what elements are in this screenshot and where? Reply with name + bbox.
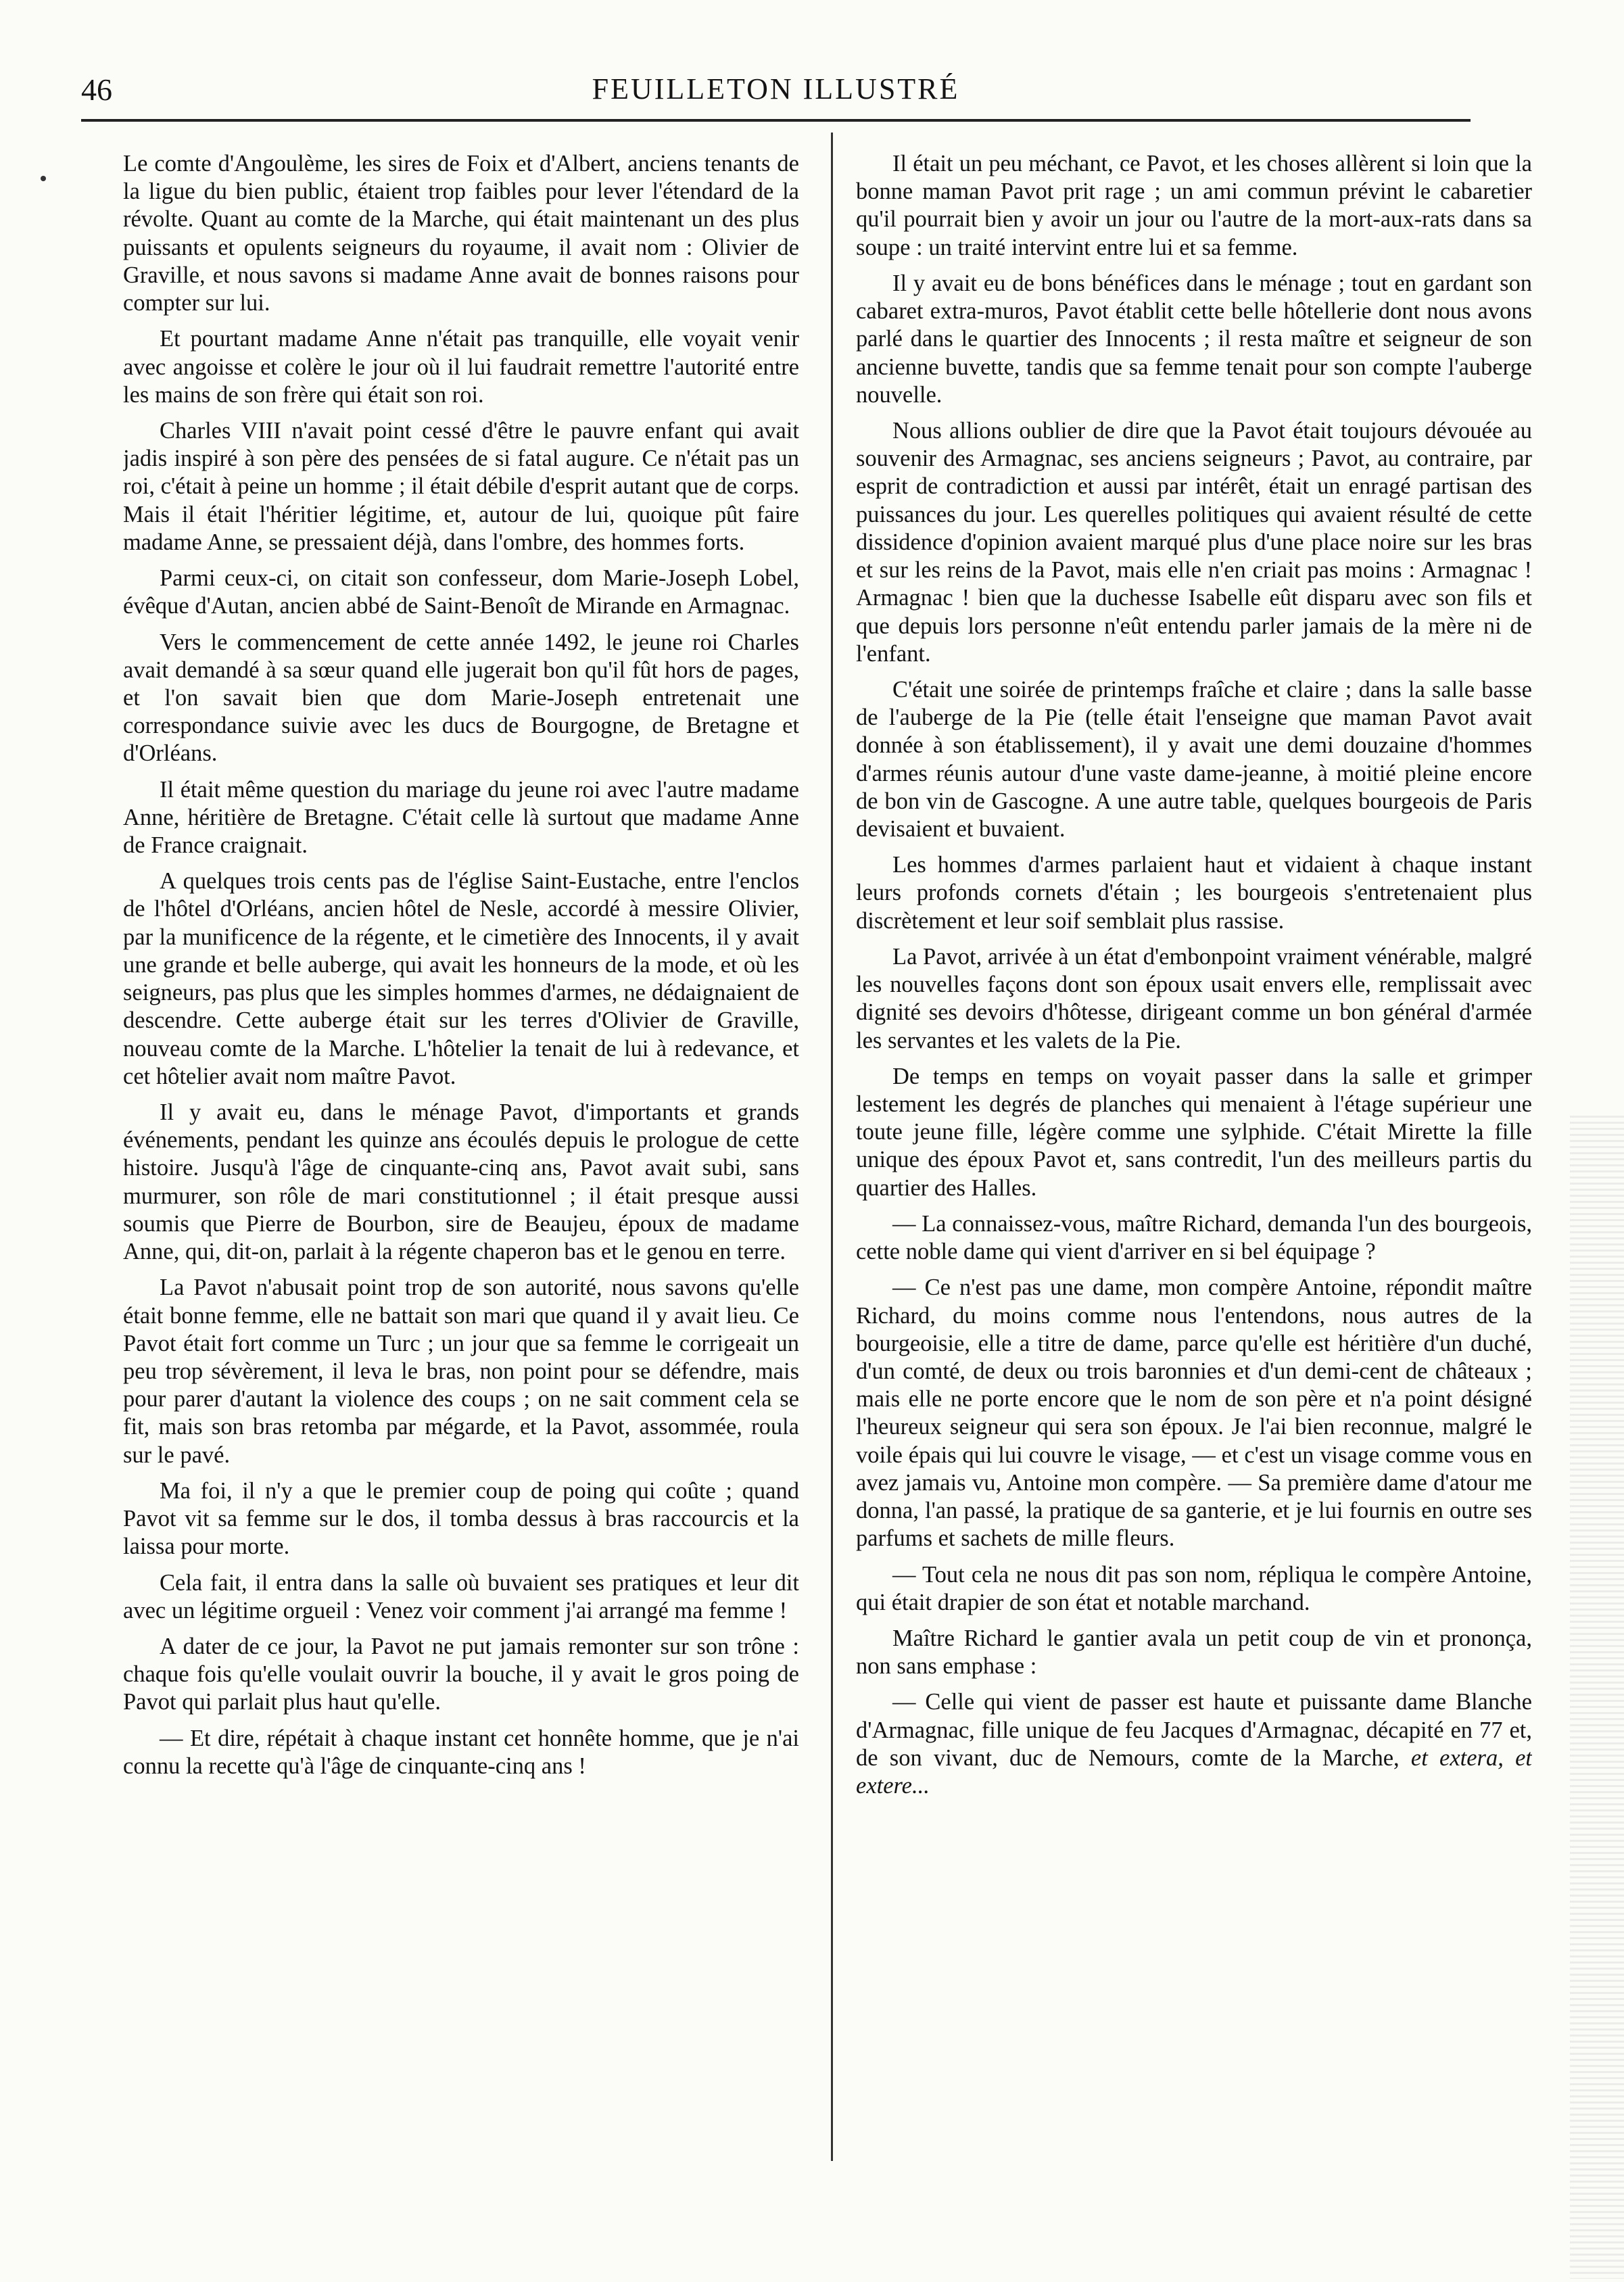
page-header <box>81 62 1471 116</box>
paragraph: Cela fait, il entra dans la salle où buvaient ses pratiques et leur dit avec un légitime orgueil : Venez voir comment j'ai arrangé ma femme ! <box>123 1569 799 1623</box>
paragraph: Les hommes d'armes parlaient haut et vidaient à chaque instant leurs profonds cornets d'étain ; les bourgeois s'entretenaient plus discrètement et leur soif semblait plus rassise. <box>856 852 1532 934</box>
paragraph: Il était même question du mariage du jeune roi avec l'autre madame Anne, héritière de Bretagne. C'était celle là surtout que madame Anne de France craignait. <box>123 776 799 859</box>
paragraph: Il était un peu méchant, ce Pavot, et les choses allèrent si loin que la bonne maman Pavot prit rage ; un ami commun prévint le cabaretier qu'il pourrait bien y avoir un jour ou l'autre de la mort-aux-rats dans sa soupe : un traité intervint entre lui et sa femme. <box>856 151 1532 260</box>
margin-mark <box>41 176 46 181</box>
paragraph: A dater de ce jour, la Pavot ne put jamais remonter sur son trône : chaque fois qu'elle voulait ouvrir la bouche, il y avait le gros poing de Pavot qui parlait plus haut qu'elle. <box>123 1633 799 1715</box>
paragraph: Parmi ceux-ci, on citait son confesseur, dom Marie-Joseph Lobel, évêque d'Autan, ancien abbé de Saint-Benoît de Mirande en Armagnac. <box>123 565 799 619</box>
paragraph-text: — Celle qui vient de passer est haute et puissante dame Blanche d'Armagnac, fille unique de feu Jacques d'Armagnac, décapité en 77 et, de son vivant, duc de Nemours, comte de la Marche, <box>856 1689 1532 1771</box>
paragraph: C'était une soirée de printemps fraîche et claire ; dans la salle basse de l'auberge de la Pie (telle était l'enseigne que maman Pavot avait donnée à son établissement), il y avait une demi douzaine d'hommes d'armes réunis autour d'une vaste dame-jeanne, à moitié pleine encore de bon vin de Gascogne. A une autre table, quelques bourgeois de Paris devisaient et buvaient. <box>856 676 1532 842</box>
left-column <box>123 150 799 2172</box>
paragraph: La Pavot, arrivée à un état d'embonpoint vraiment vénérable, malgré les nouvelles façons dont son époux usait envers elle, remplissait avec dignité ses devoirs d'hôtesse, dirigeant comme un bon général d'armée les servantes et les valets de la Pie. <box>856 943 1532 1053</box>
paragraph: Ma foi, il n'y a que le premier coup de poing qui coûte ; quand Pavot vit sa femme sur le dos, il tomba dessus à bras raccourcis et la laissa pour morte. <box>123 1477 799 1560</box>
paragraph: Et pourtant madame Anne n'était pas tranquille, elle voyait venir avec angoisse et colère le jour où il lui faudrait remettre l'autorité entre les mains de son frère qui était son roi. <box>123 326 799 408</box>
paragraph: — La connaissez-vous, maître Richard, demanda l'un des bourgeois, cette noble dame qui vient d'arriver en si bel équipage ? <box>856 1210 1532 1265</box>
paragraph <box>856 1688 1532 1800</box>
paragraph: — Tout cela ne nous dit pas son nom, répliqua le compère Antoine, qui était drapier de son état et notable marchand. <box>856 1561 1532 1615</box>
column-divider <box>831 133 833 2161</box>
paragraph: A quelques trois cents pas de l'église Saint-Eustache, entre l'enclos de l'hôtel d'Orléans, ancien hôtel de Nesle, accordé à messire Olivier, par la munificence de la régente, et le cimetière des Innocents, il y avait une grande et belle auberge, qui avait les honneurs de la mode, et où les seigneurs, pas plus que les simples hommes d'armes, ne dédaignaient de descendre. Cette auberge était sur les terres d'Olivier de Graville, nouveau comte de la Marche. L'hôtelier la tenait de lui à redevance, et cet hôtelier avait nom maître Pavot. <box>123 868 799 1089</box>
italic-tail: et extera, et extere... <box>856 1744 1532 1799</box>
paragraph: — Ce n'est pas une dame, mon compère Antoine, répondit maître Richard, du moins comme nous l'entendons, nous autres de la bourgeoisie, elle a titre de dame, parce qu'elle est héritière d'un duché, d'un comté, de deux ou trois baronnies et d'un demi-cent de châteaux ; mais elle ne porte encore que le nom de son père et n'a point désigné l'heureux seigneur qui sera son époux. Je l'ai bien reconnue, malgré le voile épais qui lui couvre le visage, — et c'est un visage comme vous en avez jamais vu, Antoine mon compère. — Sa première dame d'atour me donna, l'an passé, la pratique de sa ganterie, et je lui fournis en outre ses parfums et sachets de mille fleurs. <box>856 1275 1532 1552</box>
right-column <box>856 150 1532 2172</box>
scan-edge-noise <box>1570 1116 1624 2279</box>
paragraph: De temps en temps on voyait passer dans la salle et grimper lestement les degrés de planches qui menaient à l'étage supérieur une toute jeune fille, légère comme une sylphide. C'était Mirette la fille unique des époux Pavot et, sans contredit, l'un des meilleurs partis du quartier des Halles. <box>856 1063 1532 1201</box>
paragraph: Il y avait eu, dans le ménage Pavot, d'importants et grands événements, pendant les quinze ans écoulés depuis le prologue de cette histoire. Jusqu'à l'âge de cinquante-cinq ans, Pavot avait subi, sans murmurer, son rôle de mari constitutionnel ; il était presque aussi soumis que Pierre de Bourbon, sire de Beaujeu, époux de madame Anne, qui, dit-on, parlait à la régente chaperon bas et le genou en terre. <box>123 1099 799 1265</box>
paragraph: La Pavot n'abusait point trop de son autorité, nous savons qu'elle était bonne femme, elle ne battait son mari que quand il y avait lieu. Ce Pavot était fort comme un Turc ; un jour que sa femme le corrigeait un peu trop sévèrement, il leva le bras, non point pour se défendre, mais pour parer d'autant la violence des coups ; on ne sait comment cela se fit, mais son bras retomba par mégarde, et la Pavot, assommée, roula sur le pavé. <box>123 1275 799 1468</box>
paragraph: Maître Richard le gantier avala un petit coup de vin et prononça, non sans emphase : <box>856 1625 1532 1680</box>
paragraph: Vers le commencement de cette année 1492, le jeune roi Charles avait demandé à sa sœur quand elle jugerait bon qu'il fût hors de pages, et l'on savait bien que dom Marie-Joseph entretenait une correspondance suivie avec les ducs de Bourgogne, de Bretagne et d'Orléans. <box>123 629 799 767</box>
paragraph: — Et dire, répétait à chaque instant cet honnête homme, que je n'ai connu la recette qu'à l'âge de cinquante-cinq ans ! <box>123 1725 799 1779</box>
paragraph: Charles VIII n'avait point cessé d'être le pauvre enfant qui avait jadis inspiré à son père des pensées de si fatal augure. Ce n'était pas un roi, c'était à peine un homme ; il était débile d'esprit autant que de corps. Mais il était l'héritier légitime, et, autour de lui, quoique pût faire madame Anne, se pressaient déjà, dans l'ombre, des hommes forts. <box>123 417 799 555</box>
header-rule <box>81 119 1471 122</box>
paragraph: Il y avait eu de bons bénéfices dans le ménage ; tout en gardant son cabaret extra-muros, Pavot établit cette belle hôtellerie dont nous avons parlé dans le quartier des Innocents ; il resta maître et seigneur de son ancienne buvette, tandis que sa femme tenait pour son compte l'auberge nouvelle. <box>856 270 1532 408</box>
paragraph: Nous allions oublier de dire que la Pavot était toujours dévouée au souvenir des Armagnac, ses anciens seigneurs ; Pavot, au contraire, par esprit de contradiction et aussi par intérêt, était un enragé partisan des puissances du jour. Les querelles politiques qui avaient résulté de cette dissidence d'opinion avaient marqué plus d'une place noire sur les bras et sur les reins de la Pavot, mais elle n'en criait pas moins : Armagnac ! Armagnac ! bien que la duchesse Isabelle eût disparu avec son fils et que depuis lors personne n'eût entendu parler jamais de la mère ni de l'enfant. <box>856 417 1532 667</box>
running-title: FEUILLETON ILLUSTRÉ <box>592 72 960 105</box>
paragraph: Le comte d'Angoulème, les sires de Foix et d'Albert, anciens tenants de la ligue du bien public, étaient trop faibles pour lever l'étendard de la révolte. Quant au comte de la Marche, qui était maintenant un des plus puissants et opulents seigneurs du royaume, il avait nom : Olivier de Graville, et nous savons si madame Anne avait de bonnes raisons pour compter sur lui. <box>123 151 799 316</box>
page-number: 46 <box>81 72 112 107</box>
